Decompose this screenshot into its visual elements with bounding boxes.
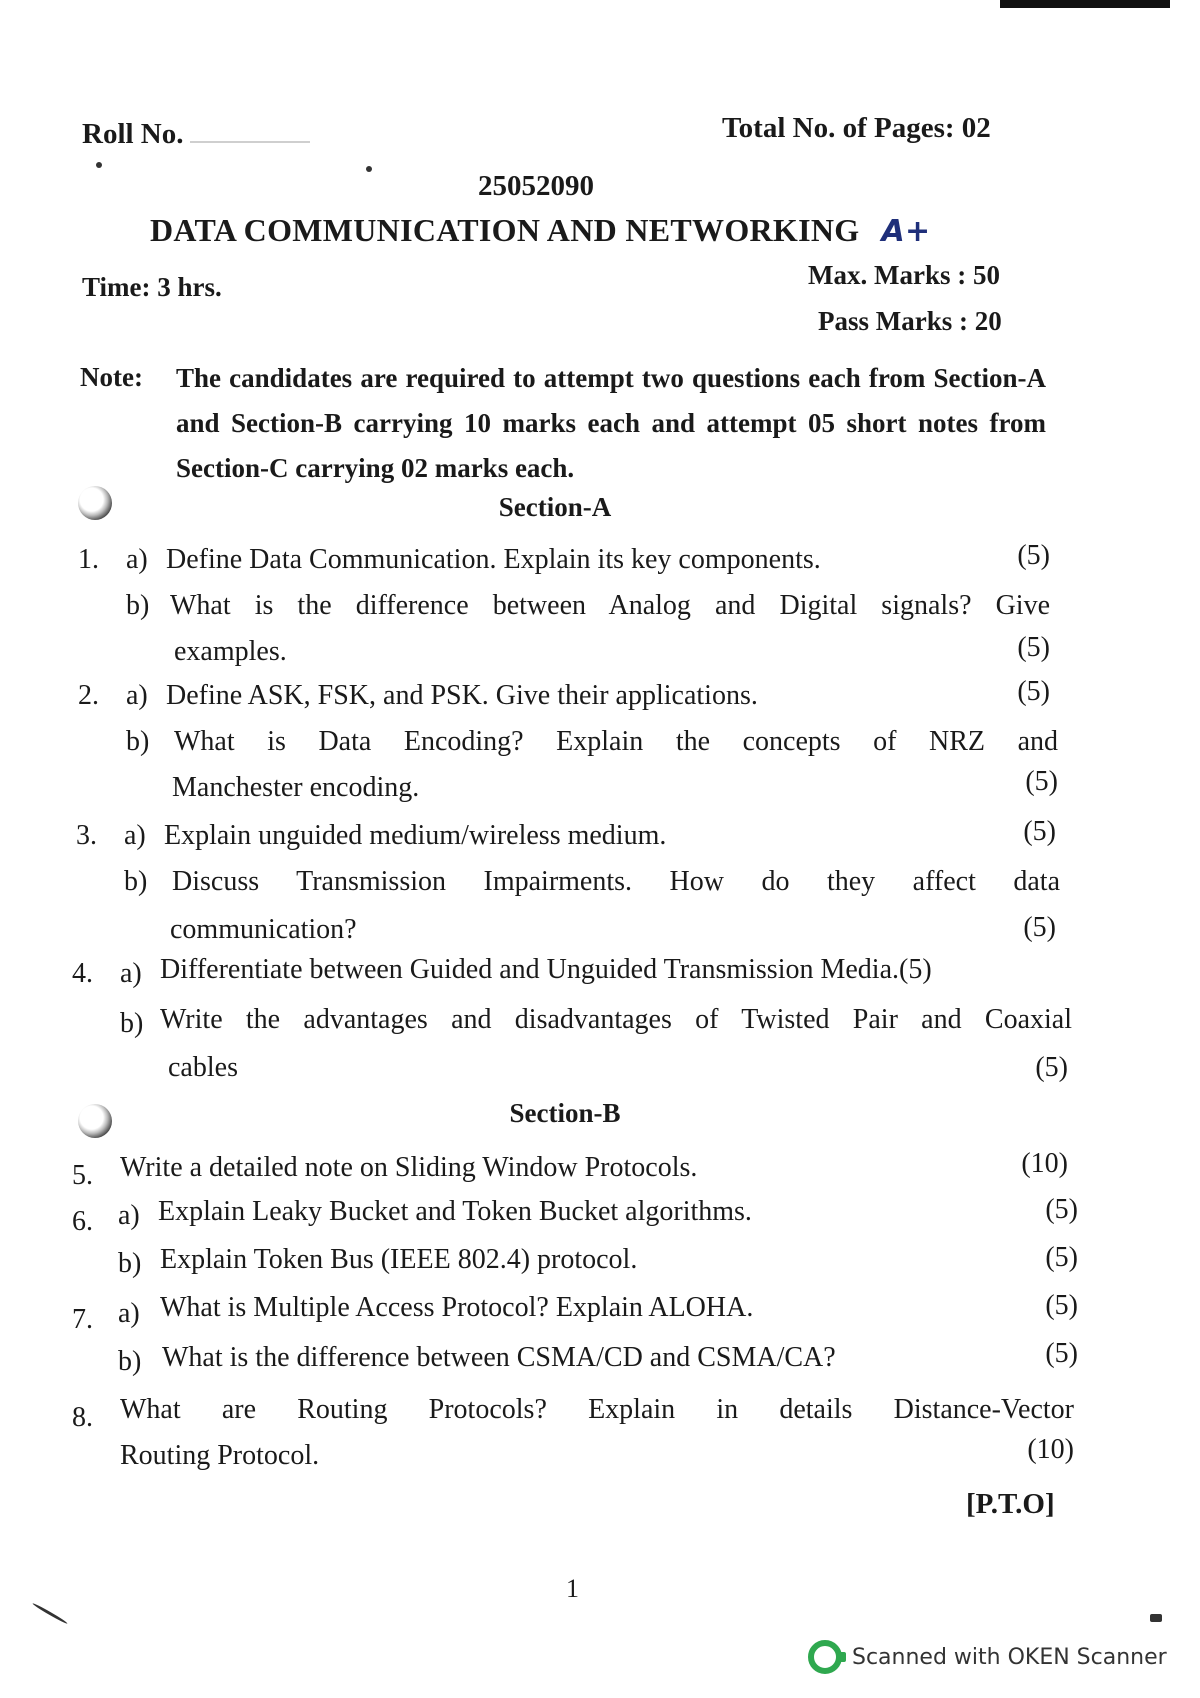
- part-label: a): [118, 1200, 140, 1231]
- question-3: [76, 814, 1060, 954]
- paper-title: [150, 212, 930, 249]
- question-number: 2.: [78, 680, 99, 711]
- marks: (10): [1027, 1434, 1074, 1465]
- question-text-cont: examples.: [174, 636, 287, 667]
- question-number: 6.: [72, 1206, 93, 1237]
- question-number: 3.: [76, 820, 97, 851]
- question-number: 8.: [72, 1402, 93, 1433]
- question-text: Write the advantages and disadvantages of Twisted Pair and Coaxial: [160, 1004, 1072, 1035]
- pto-label: [P.T.O]: [966, 1488, 1055, 1520]
- marks: (5): [1023, 816, 1056, 847]
- marks: (5): [1045, 1338, 1078, 1369]
- question-text: Explain unguided medium/wireless medium.: [164, 820, 667, 851]
- scanner-text: Scanned with OKEN Scanner: [852, 1644, 1167, 1670]
- note-label: Note:: [80, 362, 143, 392]
- part-label: a): [126, 680, 148, 711]
- part-label: a): [124, 820, 146, 851]
- part-label: b): [118, 1248, 142, 1279]
- question-text: Explain Leaky Bucket and Token Bucket algorithms.: [158, 1196, 752, 1227]
- question-2: [78, 674, 1058, 814]
- question-text: Define Data Communication. Explain its key components.: [166, 544, 821, 575]
- roll-no: [82, 118, 310, 151]
- question-text: Write a detailed note on Sliding Window Protocols.: [120, 1152, 698, 1183]
- pass-marks: Pass Marks : 20: [818, 306, 1002, 336]
- marks: (5): [1017, 540, 1050, 571]
- question-text: What is Multiple Access Protocol? Explain ALOHA.: [160, 1292, 754, 1323]
- question-8: [72, 1388, 1074, 1488]
- question-text-cont: cables: [168, 1052, 238, 1083]
- marks: (5): [1045, 1290, 1078, 1321]
- total-pages: Total No. of Pages: 02: [722, 112, 991, 144]
- roll-no-label: Roll No.: [82, 118, 184, 150]
- question-number: 1.: [78, 544, 99, 575]
- question-text: What is the difference between Analog and Digital signals? Give: [170, 590, 1050, 621]
- question-text: What is the difference between CSMA/CD and CSMA/CA?: [162, 1342, 836, 1373]
- handwritten-mark: A+: [881, 214, 931, 249]
- question-text: What are Routing Protocols? Explain in details Distance-Vector: [120, 1394, 1074, 1425]
- part-label: a): [120, 958, 142, 989]
- question-text: Define ASK, FSK, and PSK. Give their applications.: [166, 680, 758, 711]
- section-a-title: Section-A: [498, 492, 612, 522]
- scan-speck: [366, 166, 372, 172]
- scan-speck: [1150, 1614, 1162, 1622]
- scanner-watermark: [808, 1640, 1167, 1674]
- question-number: 7.: [72, 1304, 93, 1335]
- part-label: b): [118, 1346, 142, 1377]
- question-text: Differentiate between Guided and Unguided Transmission Media.(5): [160, 954, 932, 985]
- part-label: b): [120, 1008, 144, 1039]
- part-label: b): [126, 590, 150, 621]
- question-5: [72, 1146, 1072, 1194]
- marks: (5): [1045, 1194, 1078, 1225]
- question-6: [72, 1192, 1078, 1288]
- marks: (5): [1035, 1052, 1068, 1083]
- marks: (5): [1017, 632, 1050, 663]
- marks: (5): [1023, 912, 1056, 943]
- question-text: Discuss Transmission Impairments. How do they affect data: [172, 866, 1060, 897]
- question-number: 4.: [72, 958, 93, 989]
- scan-speck: [32, 1602, 68, 1625]
- scanner-logo-icon: [808, 1640, 842, 1674]
- question-number: 5.: [72, 1160, 93, 1191]
- part-label: a): [126, 544, 148, 575]
- part-label: b): [124, 866, 148, 897]
- paper-title-text: DATA COMMUNICATION AND NETWORKING: [150, 212, 860, 248]
- question-text: What is Data Encoding? Explain the concepts of NRZ and: [174, 726, 1058, 757]
- section-b-title: Section-B: [509, 1098, 621, 1128]
- note-text: The candidates are required to attempt two questions each from Section-A and Section-B carrying 10 marks each and attempt 05 short notes from Section-C carrying 02 marks each.: [176, 363, 1046, 483]
- marks: (5): [1045, 1242, 1078, 1273]
- question-7: [72, 1290, 1078, 1386]
- time: Time: 3 hrs.: [82, 272, 222, 302]
- marks: (5): [1017, 676, 1050, 707]
- page-number: 1: [566, 1574, 579, 1603]
- part-label: b): [126, 726, 150, 757]
- question-text-cont: Routing Protocol.: [120, 1440, 320, 1471]
- part-label: a): [118, 1298, 140, 1329]
- question-4: [72, 952, 1072, 1092]
- question-text: Explain Token Bus (IEEE 802.4) protocol.: [160, 1244, 638, 1275]
- marks: (5): [1025, 766, 1058, 797]
- paper-code: 25052090: [478, 170, 594, 202]
- marks: (10): [1021, 1148, 1068, 1179]
- question-text-cont: Manchester encoding.: [172, 772, 420, 803]
- scan-edge-mark: [1000, 0, 1170, 8]
- question-1: [78, 538, 1050, 678]
- scan-speck: [96, 162, 102, 168]
- roll-no-blank: [190, 141, 310, 143]
- question-text-cont: communication?: [170, 914, 357, 945]
- max-marks: Max. Marks : 50: [808, 260, 1000, 290]
